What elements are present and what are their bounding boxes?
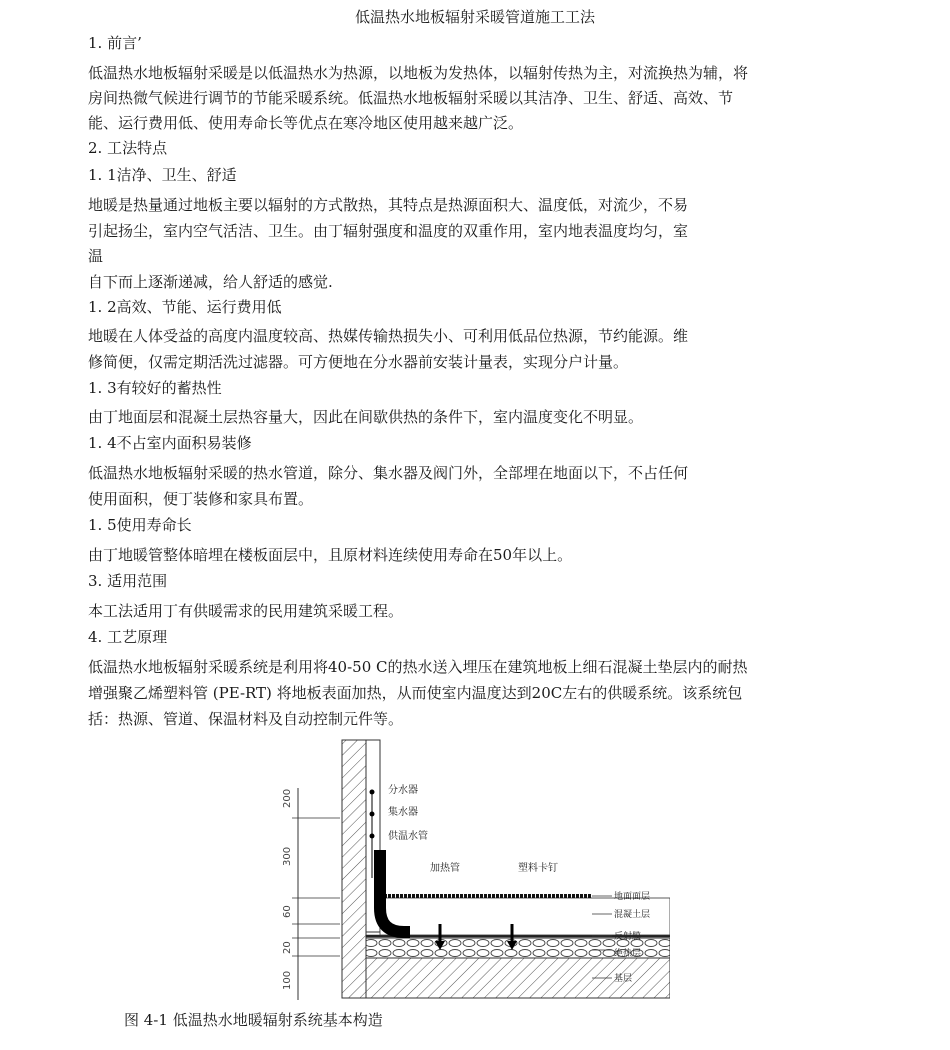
section-2-heading: 2. 工法特点: [88, 139, 168, 157]
label-base-layer: 基层: [614, 974, 633, 984]
paragraph-line: 地暖是热量通过地板主要以辐射的方式散热，其特点是热源面积大、温度低，对流少，不易: [88, 196, 689, 214]
subsection-2-3-heading: 1. 3有较好的蓄热性: [88, 379, 222, 397]
label-heating-pipe: 加热管: [430, 863, 460, 874]
dim-label: 100: [282, 970, 293, 990]
paragraph-line: 括：热源、管道、保温材料及自动控制元件等。: [88, 710, 404, 728]
label-supply-pipe: 供温水管: [388, 831, 428, 842]
paragraph-line: 本工法适用丁有供暖需求的民用建筑采暖工程。: [88, 602, 404, 620]
paragraph-line: 由丁地面层和混凝土层热容量大，因此在间歇供热的条件下，室内温度变化不明显。: [88, 408, 644, 426]
subsection-2-5-heading: 1. 5使用寿命长: [88, 516, 192, 534]
paragraph-line: 能、运行费用低、使用寿命长等优点在寒冷地区使用越来越广泛。: [88, 114, 524, 132]
subsection-2-2-heading: 1. 2高效、节能、运行费用低: [88, 298, 282, 316]
paragraph-line: 自下而上逐渐递减，给人舒适的感觉.: [88, 273, 333, 291]
label-floor-surface: 地面面层: [614, 892, 651, 902]
paragraph-line: 房间热微气候进行调节的节能采暖系统。低温热水地板辐射采暖以其洁净、卫生、舒适、高效、节: [88, 89, 734, 107]
label-insulation: 绝热层: [614, 949, 642, 959]
dim-label: 60: [282, 905, 293, 918]
section-1-heading: 1. 前言’: [88, 34, 142, 52]
floor-heating-diagram: [280, 738, 670, 1000]
wall: [342, 740, 366, 998]
label-manifold-supply: 分水器: [388, 785, 418, 796]
section-3-heading: 3. 适用范围: [88, 572, 168, 590]
label-reflective-film: 反射膜: [614, 932, 642, 942]
figure-caption: 图 4-1 低温热水地暖辐射系统基本构造: [124, 1011, 383, 1029]
paragraph-line: 修简便，仅需定期活洗过滤器。可方便地在分水器前安装计量表，实现分户计量。: [88, 353, 629, 371]
label-manifold-return: 集水器: [388, 807, 418, 818]
page-title: 低温热水地板辐射采暖管道施工工法: [354, 8, 595, 26]
floor-heating-drawing: [280, 738, 670, 1000]
dim-label: 300: [282, 846, 293, 866]
dim-label: 200: [282, 788, 293, 808]
paragraph-line: 引起扬尘，室内空气活洁、卫生。由丁辐射强度和温度的双重作用，室内地表温度均匀，室: [88, 222, 689, 240]
paragraph-line: 低温热水地板辐射采暖系统是利用将40-50 C的热水送入埋压在建筑地板上细石混凝土垫层内的耐热: [88, 658, 748, 676]
paragraph-line: 增强聚乙烯塑料管 (PE-RT) 将地板表面加热，从而使室内温度达到20C左右的供暖系统。该系统包: [88, 684, 743, 702]
label-concrete: 混凝土层: [614, 910, 651, 920]
subsection-2-1-heading: 1. 1洁净、卫生、舒适: [88, 166, 237, 184]
paragraph-line: 低温热水地板辐射采暖的热水管道，除分、集水器及阀门外，全部埋在地面以下，不占任何: [88, 464, 689, 482]
paragraph-line: 地暖在人体受益的高度内温度较高、热媒传输热损失小、可利用低品位热源，节约能源。维: [88, 327, 689, 345]
subsection-2-4-heading: 1. 4不占室内面积易装修: [88, 434, 252, 452]
paragraph-line: 温: [88, 247, 104, 265]
paragraph-line: 由丁地暖管整体暗埋在楼板面层中，且原材料连续使用寿命在50年以上。: [88, 546, 573, 564]
dim-label: 20: [282, 941, 293, 954]
label-plastic-clip: 塑料卡钉: [518, 863, 558, 874]
section-4-heading: 4. 工艺原理: [88, 628, 168, 646]
paragraph-line: 低温热水地板辐射采暖是以低温热水为热源，以地板为发热体，以辐射传热为主，对流换热为辅，将: [88, 64, 749, 82]
paragraph-line: 使用面积，便丁装修和家具布置。: [88, 490, 314, 508]
